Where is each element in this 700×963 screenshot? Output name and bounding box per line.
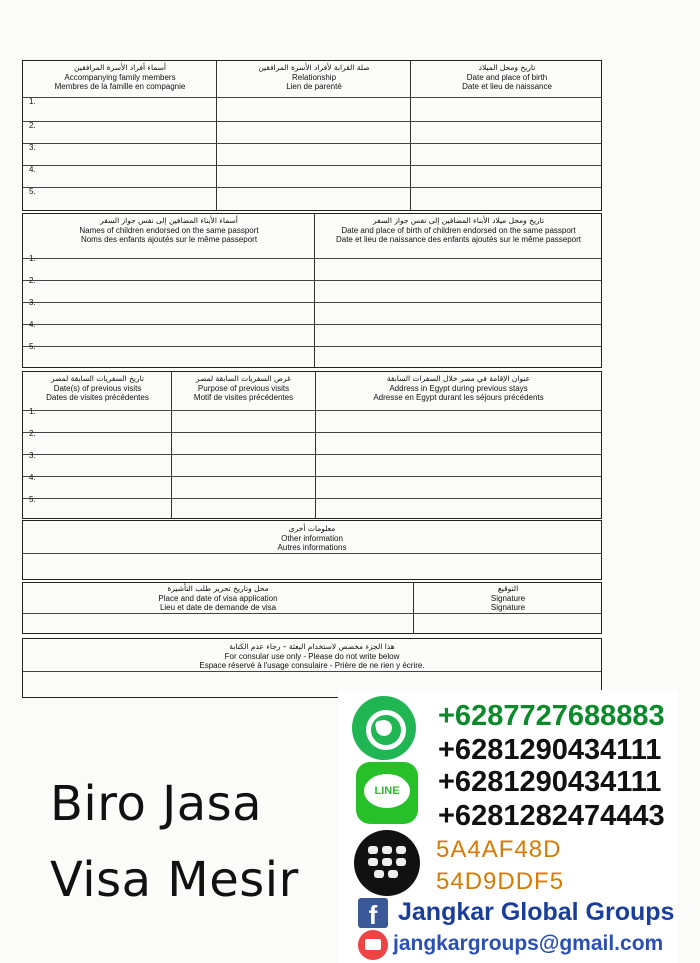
previous-visits-table: [22, 371, 602, 519]
header-english: Signature: [490, 593, 526, 603]
header-french: Dates de visites précédentes: [46, 393, 149, 402]
header-arabic: أسماء الأبناء المضافين إلى نفس جواز السفر: [100, 216, 238, 225]
signature-header: [415, 584, 601, 613]
header-french: Date et lieu de naissance des enfants ajoutés sur le même passeport: [335, 235, 582, 244]
header-french: Date et lieu de naissance: [462, 82, 552, 91]
header-arabic: تاريخ ومحل الميلاد: [478, 63, 536, 72]
header-arabic: عنوان الإقامة في مصر خلال السفرات السابقة: [386, 374, 531, 383]
header-french: Membres de la famille en compagnie: [54, 82, 186, 91]
whatsapp-icon: [352, 696, 416, 760]
blackberry-icon: [354, 830, 420, 896]
row-number: 3.: [29, 143, 36, 152]
other-information-box: [22, 520, 602, 580]
header-english: Accompanying family members: [64, 72, 176, 82]
row-number: 2.: [29, 121, 36, 130]
header-arabic: معلومات أخرى: [288, 524, 336, 533]
header-english: Other information: [281, 533, 343, 543]
consular-use-box: [22, 638, 602, 698]
header-english: Date(s) of previous visits: [53, 383, 142, 393]
header-english: Place and date of visa application: [158, 593, 278, 603]
facebook-page-name[interactable]: Jangkar Global Groups: [398, 898, 675, 926]
row-number: 2.: [29, 429, 36, 438]
row-number: 1.: [29, 97, 36, 106]
application-signature-box: [22, 582, 602, 634]
other-information-header: [23, 524, 601, 553]
header-english: Relationship: [291, 72, 337, 82]
email-address[interactable]: jangkargroups@gmail.com: [393, 932, 664, 955]
header-french: Signature: [490, 603, 526, 612]
header-english: Date and place of birth: [466, 72, 548, 82]
line-number-2[interactable]: +6281282474443: [438, 800, 665, 832]
bbm-pin-2[interactable]: 54D9DDF5: [436, 868, 565, 895]
header-french: Noms des enfants ajoutés sur le même passeport: [80, 235, 258, 244]
header-english: Names of children endorsed on the same passport: [79, 225, 259, 235]
children-table: [22, 213, 602, 368]
row-number: 5.: [29, 495, 36, 504]
row-number: 1.: [29, 254, 36, 263]
visits-address-header: [317, 374, 600, 403]
row-number: 3.: [29, 298, 36, 307]
family-names-header: [25, 63, 215, 92]
header-english: Purpose of previous visits: [197, 383, 290, 393]
header-arabic: تاريخ ومحل ميلاد الأبناء المضافين إلى نفس جواز السفر: [372, 216, 545, 225]
overlay-title-line2: Visa Mesir: [50, 852, 299, 908]
row-number: 3.: [29, 451, 36, 460]
family-birth-header: [413, 63, 601, 92]
overlay-title-line1: Biro Jasa: [50, 776, 263, 832]
header-french: Lien de parenté: [286, 82, 342, 91]
header-arabic: صلة القرابة لأفراد الأسرة المرافقين: [258, 63, 370, 72]
consular-use-header: [23, 642, 601, 671]
row-number: 2.: [29, 276, 36, 285]
line-number-1[interactable]: +6281290434111: [438, 766, 662, 798]
whatsapp-number-2[interactable]: +6281290434111: [438, 734, 662, 766]
family-relationship-header: [219, 63, 409, 92]
bbm-pin-1[interactable]: 5A4AF48D: [436, 836, 562, 863]
header-french: Lieu et date de demande de visa: [159, 603, 277, 612]
line-app-icon: LINE: [356, 762, 418, 824]
row-number: 4.: [29, 320, 36, 329]
header-arabic: التوقيع: [497, 584, 519, 593]
family-members-table: [22, 60, 602, 211]
header-french: Espace réservé à l'usage consulaire - Prière de ne rien y écrire.: [199, 661, 425, 670]
children-names-header: [25, 216, 313, 245]
application-place-date-header: [23, 584, 413, 613]
row-number: 5.: [29, 187, 36, 196]
header-french: Autres informations: [277, 543, 347, 552]
row-number: 4.: [29, 165, 36, 174]
row-number: 1.: [29, 407, 36, 416]
row-number: 5.: [29, 342, 36, 351]
children-birth-header: [317, 216, 600, 245]
header-english: Address in Egypt during previous stays: [389, 383, 528, 393]
header-arabic: محل وتاريخ تحرير طلب التأشيرة: [167, 584, 269, 593]
header-arabic: غرض السفريات السابقة لمصر: [195, 374, 292, 383]
header-arabic: هذا الجزء مخصص لاستخدام البعثة – رجاء عدم الكتابة: [229, 642, 395, 651]
consular-box-extension: [22, 696, 338, 697]
visits-dates-header: [25, 374, 170, 403]
header-french: Motif de visites précédentes: [193, 393, 294, 402]
header-french: Adresse en Egypt durant les séjours précédents: [373, 393, 544, 402]
contact-ad-panel: [338, 690, 678, 963]
visits-purpose-header: [173, 374, 314, 403]
header-arabic: تاريخ السفريات السابقة لمصر: [50, 374, 144, 383]
header-english: Date and place of birth of children endorsed on the same passport: [341, 225, 576, 235]
whatsapp-number-1[interactable]: +6287727688883: [438, 700, 665, 732]
facebook-icon: f: [358, 898, 388, 928]
email-icon: [358, 930, 388, 960]
row-number: 4.: [29, 473, 36, 482]
header-arabic: أسماء أفراد الأسرة المرافقين: [74, 63, 166, 72]
header-english: For consular use only - Please do not write below: [224, 651, 400, 661]
